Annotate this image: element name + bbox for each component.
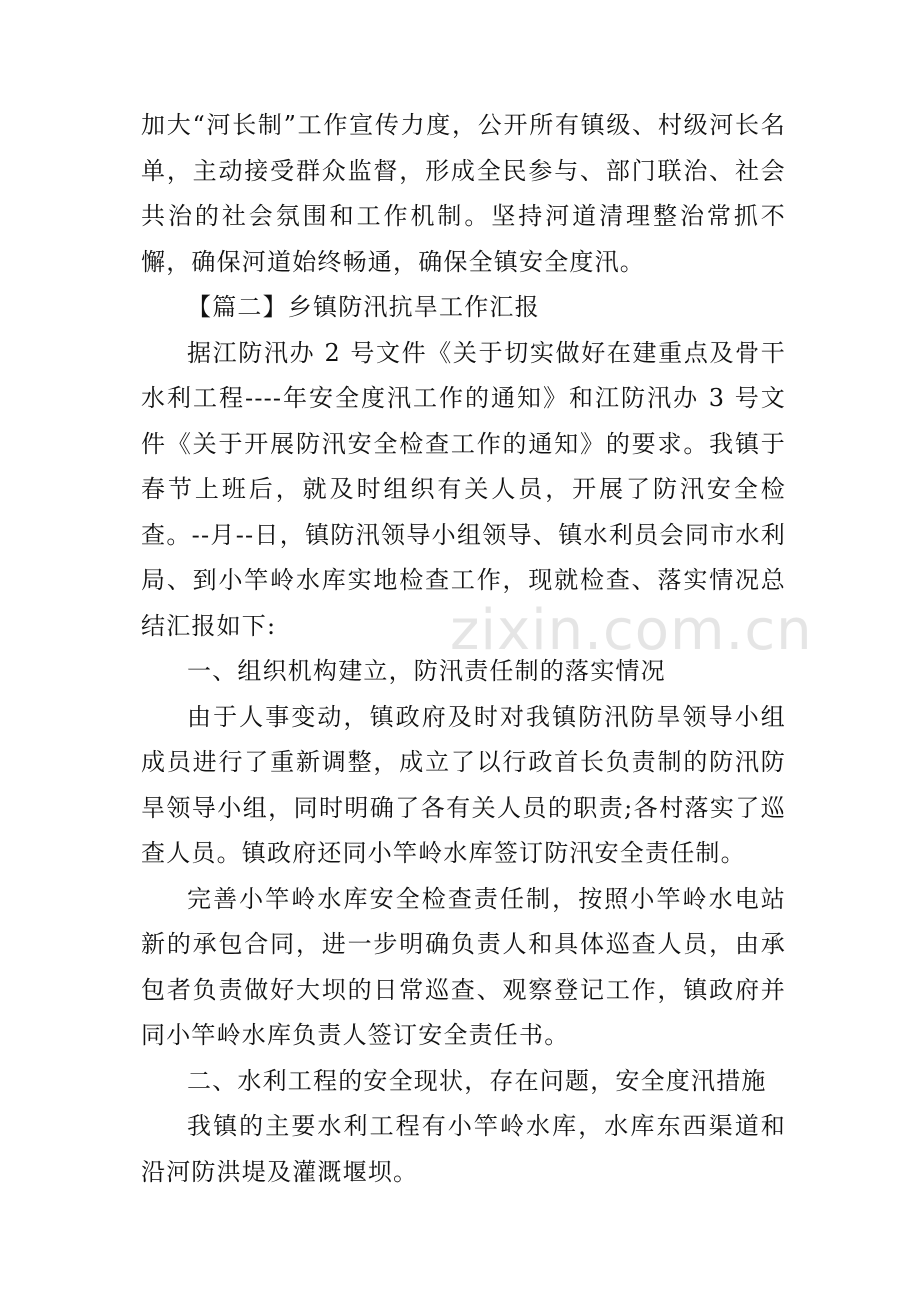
- document-body: [141, 103, 786, 1195]
- paragraph-3: 据江防汛办 2 号文件《关于切实做好在建重点及骨干水利工程----年安全度汛工作的通知》和江防汛办 3 号文件《关于开展防汛安全检查工作的通知》的要求。我镇于春节上班后，就及时组织有关人员，开展了防汛安全检查。--月--日，镇防汛领导小组领导、镇水利员会同市水利局、到小竿岭水库实地检查工作，现就检查、落实情况总结汇报如下:: [141, 338, 786, 640]
- paragraph-5: 由于人事变动，镇政府及时对我镇防汛防旱领导小组成员进行了重新调整，成立了以行政首长负责制的防汛防旱领导小组，同时明确了各有关人员的职责;各村落实了巡查人员。镇政府还同小竿岭水库签订防汛安全责任制。: [141, 702, 786, 867]
- heading-2: 二、水利工程的安全现状，存在问题，安全度汛措施: [187, 1066, 767, 1095]
- paragraph-1: 加大“河长制”工作宣传力度，公开所有镇级、村级河长名单，主动接受群众监督，形成全民参与、部门联治、社会共治的社会氛围和工作机制。坚持河道清理整治常抓不懈，确保河道始终畅通，确保全镇安全度汛。: [141, 111, 786, 276]
- section-title-part-two: 【篇二】乡镇防汛抗旱工作汇报: [187, 293, 540, 321]
- paragraph-6: 完善小竿岭水库安全检查责任制，按照小竿岭水电站新的承包合同，进一步明确负责人和具体巡查人员，由承包者负责做好大坝的日常巡查、观察登记工作，镇政府并同小竿岭水库负责人签订安全责任书。: [141, 884, 786, 1049]
- watermark: zixin.com.cn: [450, 598, 813, 663]
- paragraph-8: 我镇的主要水利工程有小竿岭水库，水库东西渠道和沿河防洪堤及灌溉堰坝。: [141, 1112, 786, 1186]
- heading-1: 一、组织机构建立，防汛责任制的落实情况: [187, 657, 666, 685]
